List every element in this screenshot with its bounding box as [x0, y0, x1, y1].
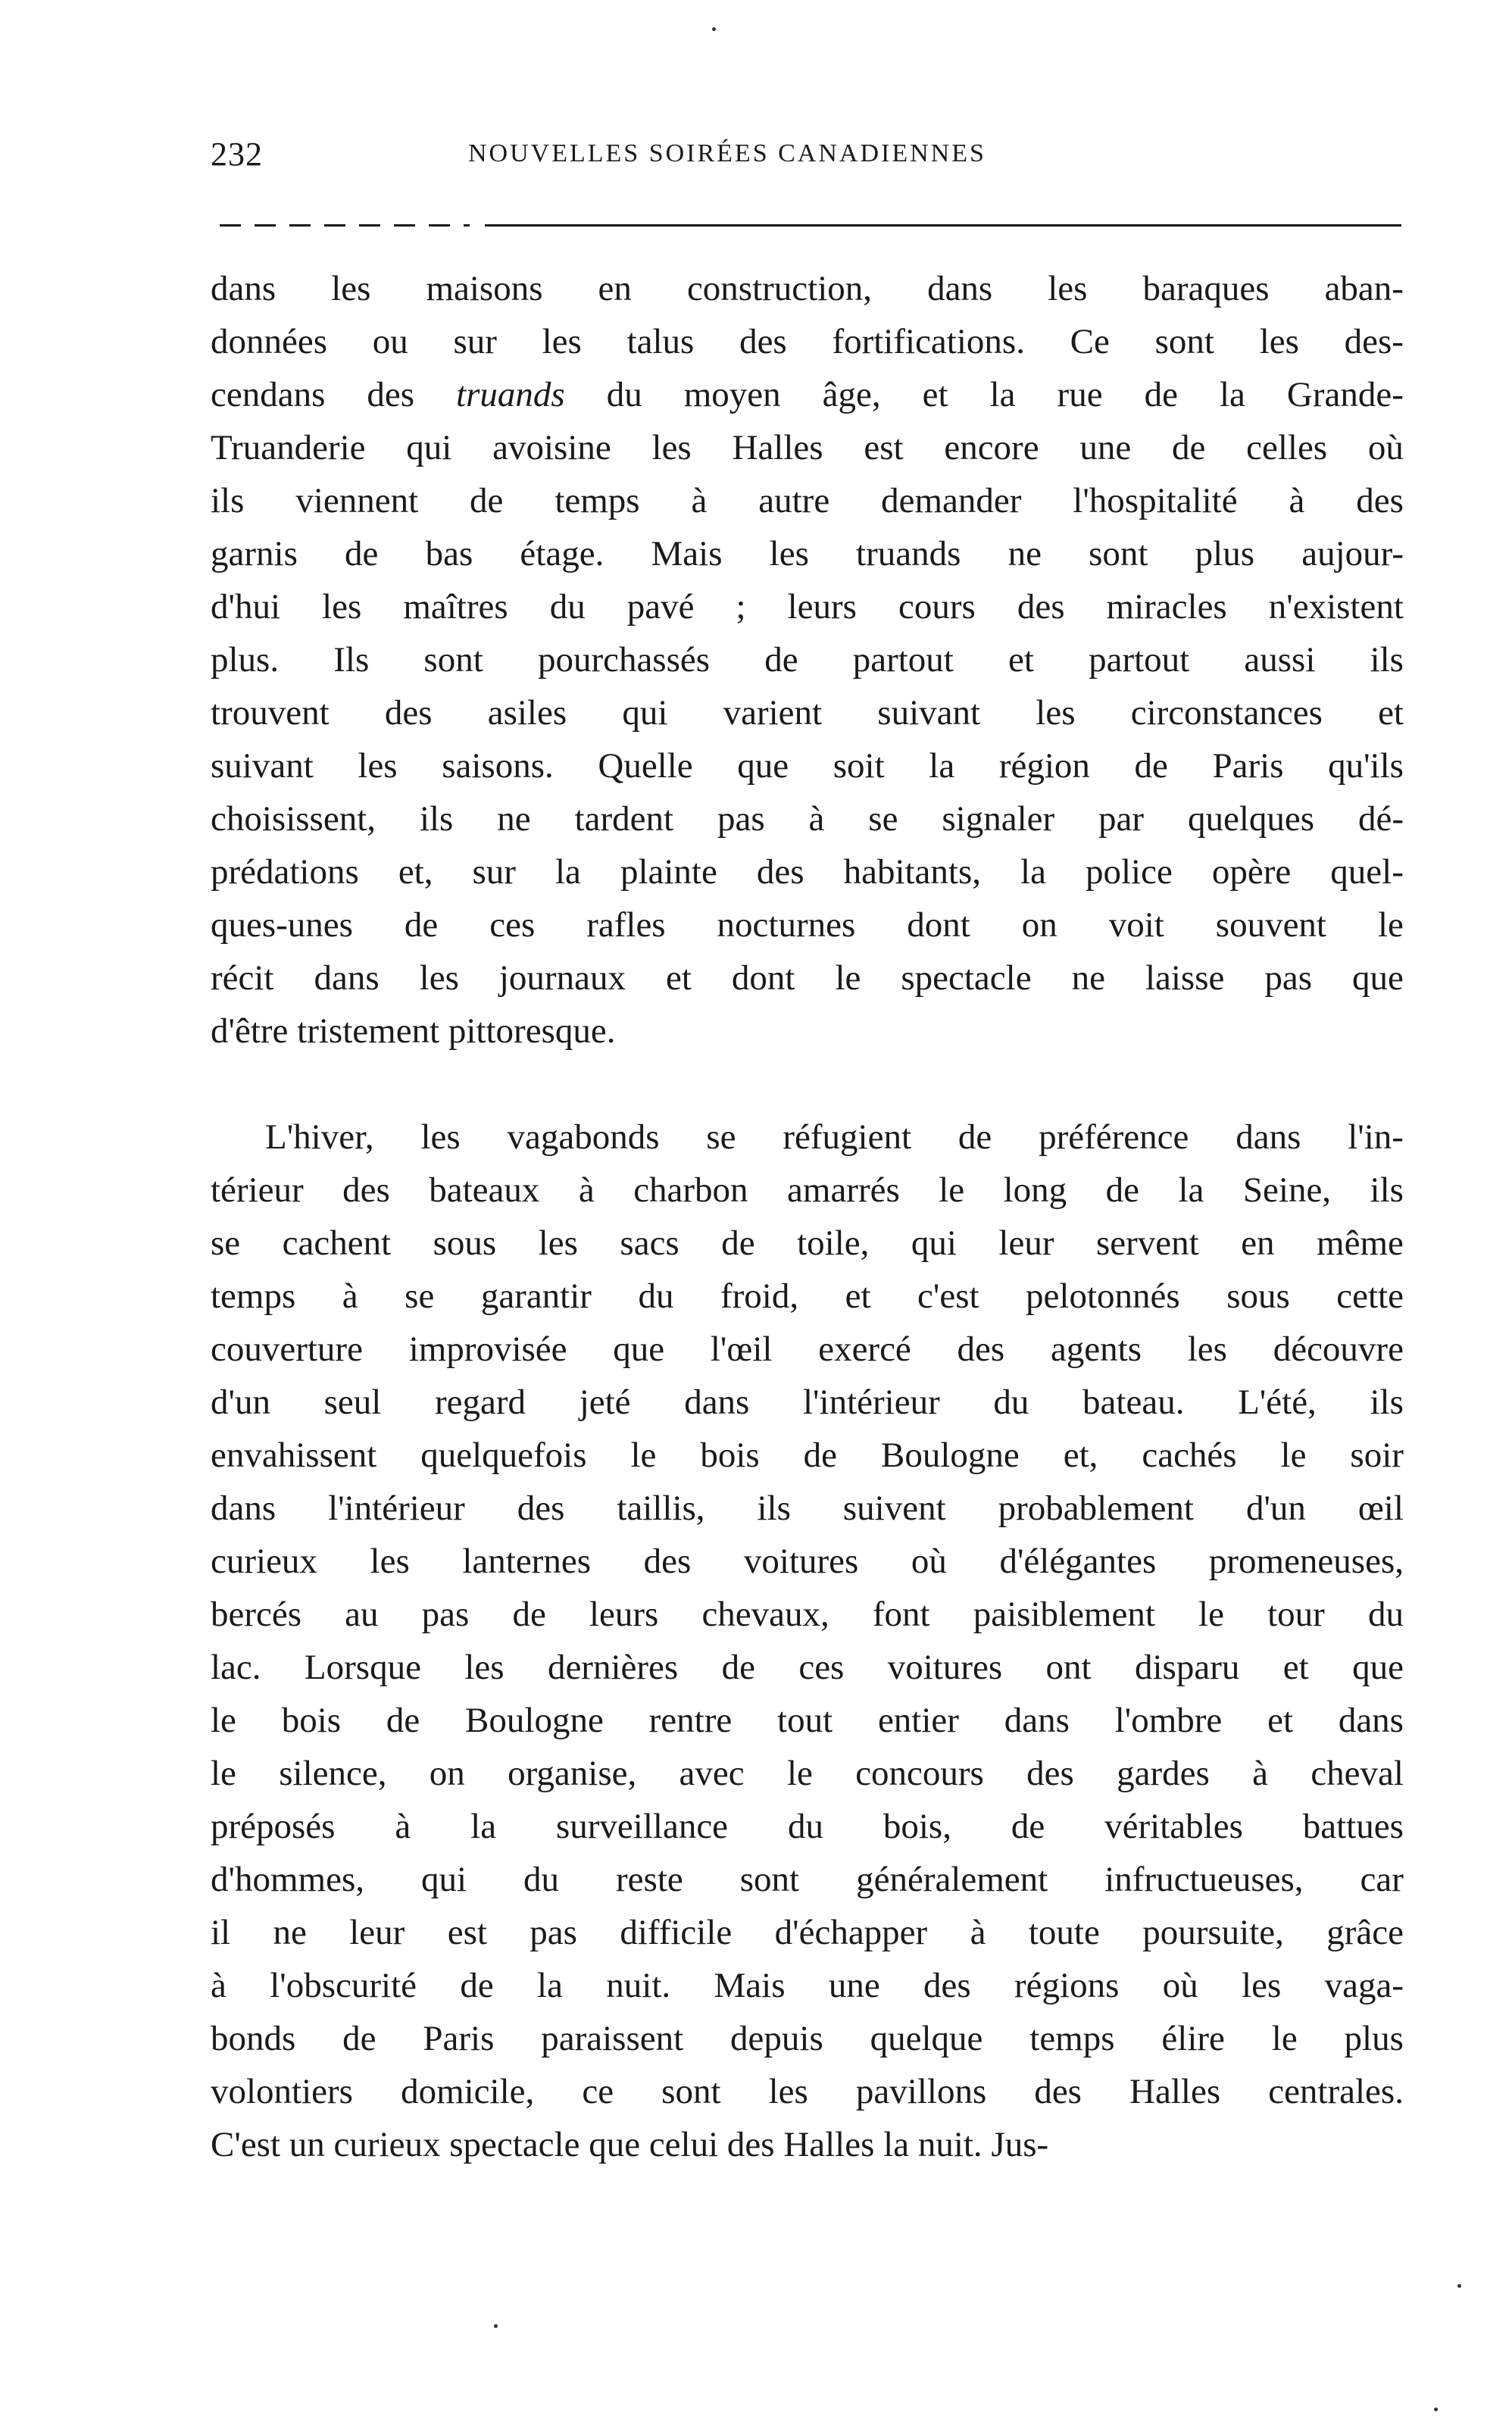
text-line: le bois de Boulogne rentre tout entier dans l'ombre et dans [211, 1701, 1404, 1740]
text-line: lac. Lorsque les dernières de ces voitures ont disparu et que [211, 1648, 1404, 1687]
print-speck [1457, 2284, 1461, 2288]
text-line: se cachent sous les sacs de toile, qui leur servent en même [211, 1223, 1404, 1263]
text-line: dans l'intérieur des taillis, ils suivent probablement d'un œil [211, 1489, 1404, 1528]
print-speck [712, 27, 716, 31]
text-line: préposés à la surveillance du bois, de véritables battues [211, 1807, 1404, 1846]
text-line: couverture improvisée que l'œil exercé des agents les découvre [211, 1330, 1404, 1369]
text-line: volontiers domicile, ce sont les pavillons des Halles centrales. [211, 2072, 1404, 2111]
print-speck [494, 2324, 498, 2328]
page-header [211, 135, 1404, 180]
text-line: cendans des truands du moyen âge, et la rue de la Grande- [211, 375, 1404, 414]
text-line: garnis de bas étage. Mais les truands ne sont plus aujour- [211, 534, 1404, 573]
paragraph-gap [211, 1058, 1404, 1111]
text-line: L'hiver, les vagabonds se réfugient de préférence dans l'in- [265, 1117, 1404, 1157]
text-line: dans les maisons en construction, dans les baraques aban- [211, 269, 1404, 308]
text-line: C'est un curieux spectacle que celui des Halles la nuit. Jus- [211, 2125, 1049, 2164]
text-line: prédations et, sur la plainte des habitants, la police opère quel- [211, 852, 1404, 892]
running-head: NOUVELLES SOIRÉES CANADIENNES [468, 139, 986, 167]
text-line: bercés au pas de leurs chevaux, font paisiblement le tour du [211, 1595, 1404, 1634]
text-line: il ne leur est pas difficile d'échapper à toute poursuite, grâce [211, 1913, 1404, 1952]
text-line: récit dans les journaux et dont le spectacle ne laisse pas que [211, 958, 1404, 998]
text-line: ils viennent de temps à autre demander l'hospitalité à des [211, 481, 1404, 520]
text-line: bonds de Paris paraissent depuis quelque temps élire le plus [211, 2019, 1404, 2058]
text-line: d'hommes, qui du reste sont généralement infructueuses, car [211, 1860, 1404, 1899]
paragraph-2 [211, 1111, 1404, 2171]
text-line: choisissent, ils ne tardent pas à se signaler par quelques dé- [211, 799, 1404, 839]
print-speck [1434, 2408, 1438, 2411]
body-text [211, 262, 1404, 2171]
text-line: plus. Ils sont pourchassés de partout et partout aussi ils [211, 640, 1404, 680]
header-rule [485, 224, 1401, 227]
text-line: d'un seul regard jeté dans l'intérieur du bateau. L'été, ils [211, 1383, 1404, 1422]
text-line: Truanderie qui avoisine les Halles est encore une de celles où [211, 428, 1404, 467]
text-line: curieux les lanternes des voitures où d'élégantes promeneuses, [211, 1542, 1404, 1581]
text-line: ques-unes de ces rafles nocturnes dont on voit souvent le [211, 905, 1404, 945]
text-line: données ou sur les talus des fortifications. Ce sont les des- [211, 322, 1404, 361]
text-line: le silence, on organise, avec le concours des gardes à cheval [211, 1754, 1404, 1793]
text-line: suivant les saisons. Quelle que soit la région de Paris qu'ils [211, 746, 1404, 786]
text-line: envahissent quelquefois le bois de Boulogne et, cachés le soir [211, 1436, 1404, 1475]
text-line: d'hui les maîtres du pavé ; leurs cours des miracles n'existent [211, 587, 1404, 626]
page-number: 232 [211, 136, 263, 173]
header-rule-dashes [220, 224, 470, 227]
text-line: temps à se garantir du froid, et c'est pelotonnés sous cette [211, 1276, 1404, 1316]
text-line: d'être tristement pittoresque. [211, 1011, 616, 1051]
paragraph-1 [211, 262, 1404, 1058]
text-line: térieur des bateaux à charbon amarrés le long de la Seine, ils [211, 1170, 1404, 1210]
text-line: trouvent des asiles qui varient suivant les circonstances et [211, 693, 1404, 733]
text-line: à l'obscurité de la nuit. Mais une des régions où les vaga- [211, 1966, 1404, 2005]
